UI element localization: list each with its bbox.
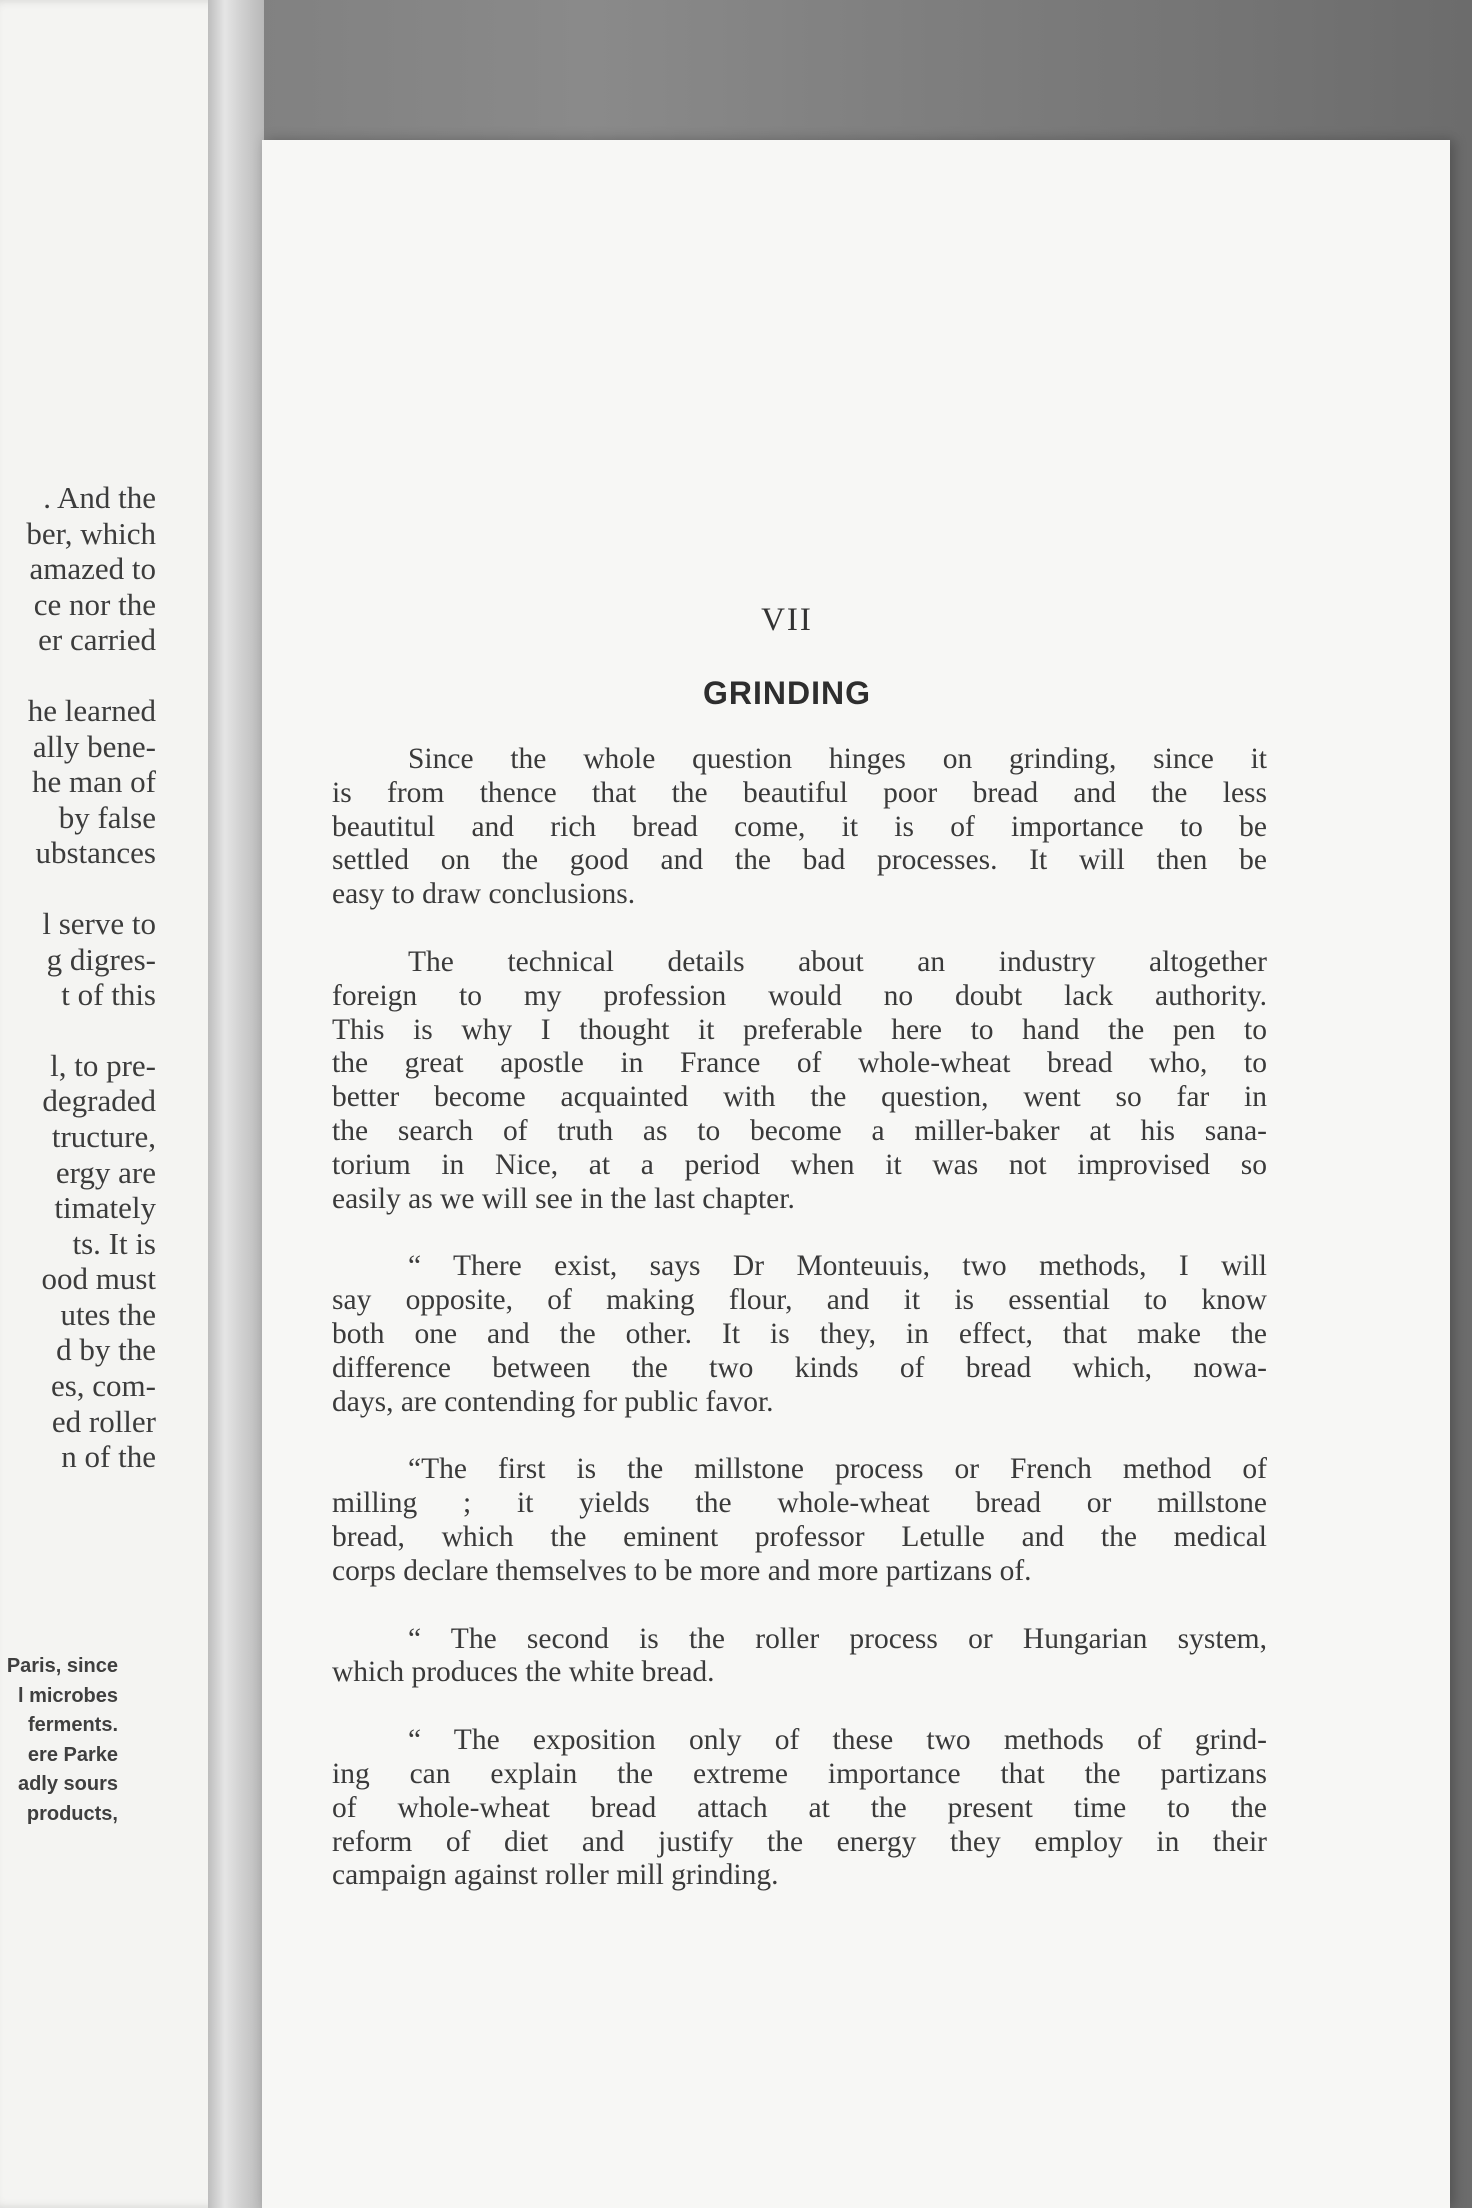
- text-line: “ There exist, says Dr Monteuuis, two methods, I will: [408, 1250, 1267, 1283]
- body-paragraph: [332, 1724, 1267, 1893]
- footnote-line: ere Parke: [27, 1743, 118, 1766]
- text-line: “The first is the millstone process or French method of: [408, 1453, 1267, 1486]
- left-text-line: ally bene-: [32, 728, 156, 764]
- left-paragraph: [0, 480, 156, 658]
- text-line: ing can explain the extreme importance that the partizans: [332, 1757, 1267, 1790]
- left-text-line: degraded: [42, 1083, 156, 1119]
- left-text-line: n of the: [61, 1439, 156, 1475]
- text-line: settled on the good and the bad processes. It will then be: [332, 844, 1267, 877]
- text-line: the great apostle in France of whole-wheat bread who, to: [332, 1047, 1267, 1080]
- text-line: This is why I thought it preferable here to hand the pen to: [332, 1013, 1267, 1046]
- text-line: is from thence that the beautiful poor bread and the less: [332, 776, 1267, 809]
- left-text-line: l serve to: [42, 905, 156, 941]
- text-line: easy to draw conclusions.: [332, 878, 636, 911]
- text-line: which produces the white bread.: [332, 1656, 715, 1689]
- chapter-body: [332, 743, 1267, 1927]
- text-line: campaign against roller mill grinding.: [332, 1859, 779, 1892]
- text-line: corps declare themselves to be more and more partizans of.: [332, 1554, 1032, 1587]
- left-paragraph: [0, 906, 156, 1013]
- left-text-line: by false: [58, 799, 156, 835]
- body-paragraph: [332, 946, 1267, 1216]
- footnote-line: l microbes: [17, 1684, 118, 1707]
- left-text-line: timately: [54, 1190, 156, 1226]
- left-page-footnote: [0, 1652, 118, 1829]
- text-line: foreign to my profession would no doubt lack authority.: [332, 979, 1267, 1012]
- text-line: beautitul and rich bread come, it is of importance to be: [332, 810, 1267, 843]
- left-paragraph: [0, 1048, 156, 1475]
- text-line: difference between the two kinds of bread which, nowa-: [332, 1351, 1267, 1384]
- book-gutter: [208, 0, 264, 2208]
- left-text-line: t of this: [61, 977, 156, 1013]
- text-line: bread, which the eminent professor Letulle and the medical: [332, 1520, 1267, 1553]
- body-paragraph: [332, 1623, 1267, 1691]
- text-line: The technical details about an industry altogether: [408, 945, 1267, 978]
- left-text-line: g digres-: [46, 941, 156, 977]
- left-text-line: he man of: [32, 764, 156, 800]
- body-paragraph: [332, 1453, 1267, 1588]
- left-text-line: ce nor the: [33, 586, 156, 622]
- text-line: milling ; it yields the whole-wheat bread or millstone: [332, 1487, 1267, 1520]
- chapter-number: VII: [761, 602, 813, 638]
- left-text-line: ts. It is: [72, 1225, 156, 1261]
- left-text-line: utes the: [60, 1296, 156, 1332]
- footnote-line: ferments.: [27, 1714, 118, 1736]
- footnote-line: products,: [26, 1802, 118, 1825]
- text-line: “ The second is the roller process or Hungarian system,: [408, 1622, 1267, 1655]
- left-text-line: ed roller: [51, 1403, 156, 1439]
- left-text-line: ood must: [41, 1261, 156, 1297]
- text-line: “ The exposition only of these two methods of grind-: [408, 1724, 1267, 1757]
- left-paragraph: [0, 693, 156, 871]
- left-page-text: [0, 480, 156, 1510]
- left-text-line: d by the: [56, 1332, 156, 1368]
- text-line: better become acquainted with the question, went so far in: [332, 1081, 1267, 1114]
- left-text-line: tructure,: [51, 1118, 156, 1154]
- left-text-line: he learned: [27, 692, 156, 728]
- body-paragraph: [332, 743, 1267, 912]
- right-page: [262, 140, 1450, 2208]
- left-text-line: . And the: [43, 480, 156, 515]
- left-text-line: er carried: [38, 622, 156, 658]
- footnote-line: adly sours: [17, 1773, 118, 1795]
- left-text-line: ergy are: [55, 1154, 156, 1190]
- footnote-line: Paris, since: [6, 1655, 118, 1677]
- text-line: easily as we will see in the last chapter.: [332, 1182, 795, 1215]
- text-line: Since the whole question hinges on grinding, since it: [408, 743, 1267, 775]
- left-page: [0, 0, 232, 2208]
- text-line: of whole-wheat bread attach at the present time to the: [332, 1791, 1267, 1824]
- left-text-line: ubstances: [35, 835, 156, 871]
- body-paragraph: [332, 1250, 1267, 1419]
- text-line: both one and the other. It is they, in effect, that make the: [332, 1317, 1267, 1350]
- text-line: days, are contending for public favor.: [332, 1385, 774, 1418]
- left-text-line: ber, which: [26, 515, 156, 551]
- left-text-line: amazed to: [29, 551, 156, 587]
- chapter-title: GRINDING: [703, 675, 871, 711]
- left-text-line: es, com-: [50, 1368, 156, 1404]
- text-line: the search of truth as to become a miller-baker at his sana-: [332, 1114, 1267, 1147]
- left-text-line: l, to pre-: [50, 1047, 156, 1083]
- text-line: torium in Nice, at a period when it was not improvised so: [332, 1148, 1267, 1181]
- text-line: say opposite, of making flour, and it is essential to know: [332, 1284, 1267, 1317]
- text-line: reform of diet and justify the energy they employ in their: [332, 1825, 1267, 1858]
